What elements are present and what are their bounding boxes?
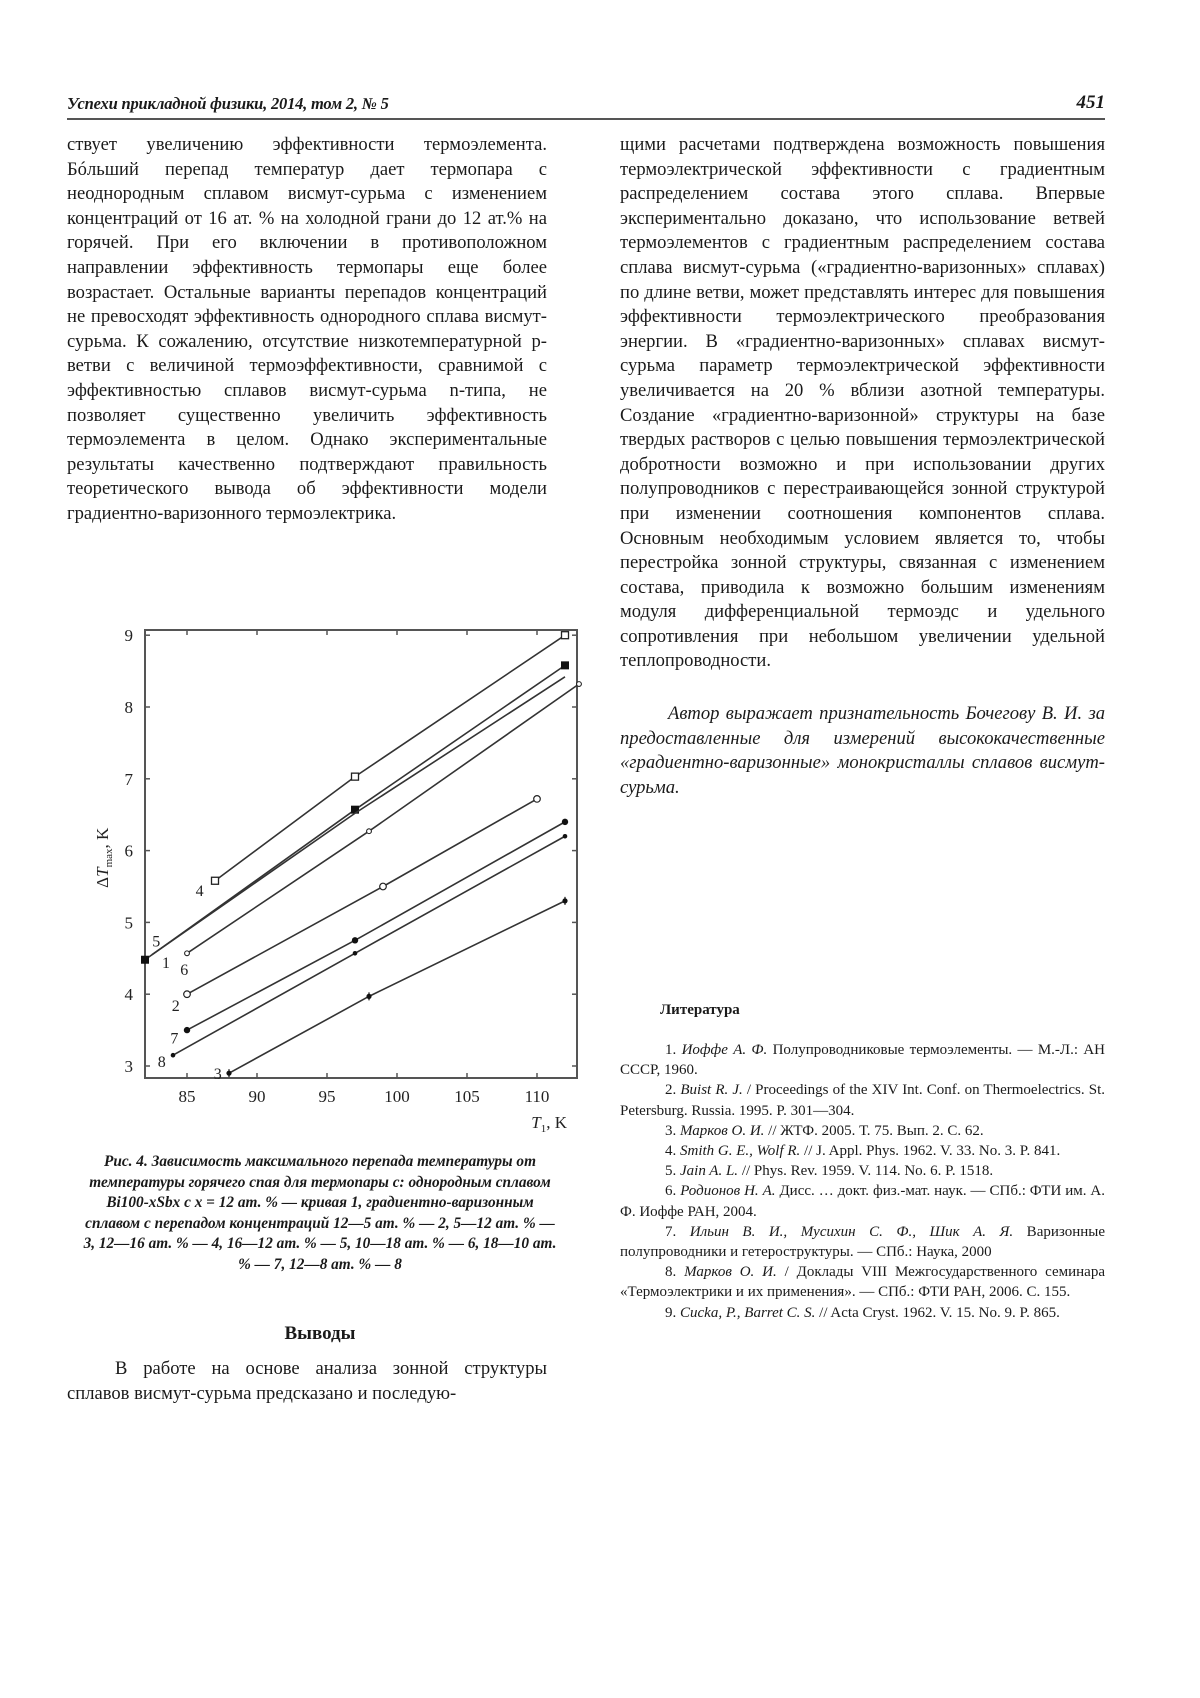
reference-item	[620, 1080, 1105, 1120]
conclusions-text	[67, 1357, 547, 1406]
curve-5	[152, 677, 565, 955]
reference-item	[620, 1121, 1105, 1141]
reference-item	[620, 1303, 1105, 1323]
acknowledgement: Автор выражает признательность Бочегову В. И. за предоставленные для измерений высококачественные «градиентно-варизонные» монокристаллы сплавов висмут-сурьма.	[620, 703, 1105, 798]
reference-item	[620, 1161, 1105, 1181]
plot-frame	[145, 630, 577, 1078]
reference-item	[620, 1040, 1105, 1080]
marker-filled-square	[141, 956, 149, 964]
curve-label: 5	[152, 933, 161, 951]
marker-open-circle	[380, 883, 387, 890]
curve-4	[215, 635, 565, 881]
marker-filled-dot	[352, 937, 358, 943]
reference-text: / Доклады VIII Межгосударственного семинара «Термоэлектрики и их применения». — СПб.: ФТИ РАН, 2006. С. 155.	[620, 1264, 1106, 1301]
reference-number: 6.	[665, 1183, 681, 1200]
marker-small-dot	[563, 834, 568, 839]
y-tick-label: 3	[124, 1057, 133, 1076]
reference-authors: Марков О. И.	[684, 1264, 777, 1281]
reference-authors: Марков О. И.	[680, 1122, 765, 1139]
marker-small-dot	[171, 1053, 176, 1058]
journal-title: Успехи прикладной физики, 2014, том 2, № 5	[67, 94, 389, 113]
marker-filled-dot	[184, 1027, 190, 1033]
reference-authors: Ильин В. И., Мусихин С. Ф., Шик А. Я.	[689, 1223, 1014, 1240]
references-title: Литература	[660, 1002, 740, 1018]
reference-item	[620, 1262, 1105, 1302]
curve-label: 2	[171, 997, 180, 1015]
reference-number: 9.	[665, 1304, 680, 1321]
marker-filled-dot	[562, 819, 568, 825]
reference-authors: Иоффе А. Ф.	[681, 1042, 768, 1058]
y-tick-label: 7	[124, 769, 133, 789]
reference-number: 7.	[665, 1223, 690, 1240]
curve-7	[187, 822, 565, 1030]
section-title-conclusions: Выводы	[284, 1323, 356, 1344]
references-list	[620, 1040, 1105, 1323]
marker-small-open-circle	[577, 682, 582, 687]
page-number: 451	[1076, 92, 1105, 113]
y-tick-label: 8	[124, 698, 133, 717]
marker-filled-square	[561, 661, 569, 669]
figure-4-chart	[80, 620, 600, 1135]
curve-label: 1	[162, 954, 170, 972]
reference-text: Варизонные полупроводники и гетероструктуры. — СПб.: Наука, 2000	[620, 1223, 1106, 1261]
curve-label: 8	[157, 1053, 166, 1071]
reference-number: 5.	[665, 1163, 680, 1180]
marker-open-circle	[184, 991, 191, 998]
reference-text: // J. Appl. Phys. 1962. V. 33. No. 3. P. 841.	[800, 1143, 1061, 1160]
line-chart	[80, 620, 600, 1135]
figure-caption: Рис. 4. Зависимость максимального перепада температуры от температуры горячего спая для термопары с: однородным сплавом Bi100-xSbx с x = 12 ат. % — кривая 1, градиентно-варизонным сплавом с перепадом концентраций 12—5 ат. % — 2, 5—12 ат. % — 3, 12—16 ат. % — 4, 16—12 ат. % — 5, 10—18 ат. % — 6, 18—10 ат. % — 7, 12—8 ат. % — 8	[83, 1153, 557, 1273]
x-tick-label: 90	[248, 1087, 266, 1106]
paragraph-continuation: ствует увеличению эффективности термоэлемента. Бóльший перепад температур дает термопара с неоднородным сплавом висмут-сурьма с изменением концентраций от 16 ат. % на холодной грани до 12 ат.% на горячей. При его включении в противоположном направлении эффективность термопары еще более возрастает. Остальные варианты перепадов концентраций не превосходят эффективность однородного сплава висмут-сурьма. К сожалению, отсутствие низкотемпературной p-ветви с величиной термоэффективности, сравнимой с эффективностью сплавов висмут-сурьма n-типа, не позволяет существенно увеличить эффективность термоэлемента в целом. Однако экспериментальные результаты качественно подтверждают правильность теоретического вывода об эффективности модели градиентно-варизонного термоэлектрика.	[67, 134, 547, 524]
reference-number: 3.	[665, 1122, 680, 1139]
x-tick-label: 100	[384, 1087, 410, 1106]
marker-open-square	[212, 877, 219, 884]
y-tick-label: 9	[124, 626, 133, 646]
marker-open-square	[352, 773, 359, 780]
y-tick-label: 6	[124, 841, 133, 861]
x-tick-label: 105	[454, 1087, 480, 1106]
curve-2	[187, 799, 537, 994]
reference-item	[620, 1222, 1105, 1262]
reference-number: 8.	[665, 1264, 685, 1281]
reference-text: // Acta Cryst. 1962. V. 15. No. 9. P. 865.	[815, 1304, 1060, 1321]
marker-open-circle	[534, 796, 541, 803]
reference-text: // ЖТФ. 2005. Т. 75. Вып. 2. С. 62.	[764, 1122, 984, 1139]
reference-authors: Jain A. L.	[680, 1163, 739, 1180]
y-tick-label: 4	[124, 985, 133, 1005]
reference-text: // Phys. Rev. 1959. V. 114. No. 6. P. 1518.	[738, 1163, 994, 1180]
left-column-text	[67, 133, 547, 527]
running-header	[67, 88, 1105, 120]
marker-small-open-circle	[185, 951, 190, 956]
reference-item	[620, 1141, 1105, 1161]
reference-number: 4.	[665, 1143, 680, 1160]
y-axis-label: $\Delta T_{max}$, K	[93, 827, 115, 888]
reference-authors: Cucka, P., Barret C. S.	[680, 1304, 816, 1321]
reference-authors: Родионов Н. А.	[680, 1183, 776, 1200]
reference-authors: Buist R. J.	[680, 1082, 743, 1099]
reference-authors: Smith G. E., Wolf R.	[680, 1143, 801, 1160]
curve-label: 4	[195, 883, 204, 901]
reference-item	[620, 1181, 1105, 1221]
x-tick-label: 110	[524, 1087, 550, 1106]
reference-text: / Proceedings of the XIV Int. Conf. on Thermoelectrics. St. Petersburg. Russia. 1995. P. 301—304.	[620, 1082, 1106, 1119]
curve-label: 7	[170, 1030, 179, 1048]
marker-small-dot	[353, 951, 358, 956]
marker-open-square	[562, 632, 569, 639]
x-tick-label: 85	[178, 1087, 196, 1106]
x-tick-label: 95	[318, 1087, 336, 1106]
reference-number: 2.	[665, 1082, 681, 1099]
reference-number: 1.	[665, 1042, 682, 1058]
curve-3	[229, 901, 565, 1073]
curve-label: 3	[213, 1066, 222, 1084]
curve-6	[187, 684, 579, 953]
reference-text: Дисс. … докт. физ.-мат. наук. — СПб.: ФТИ им. А. Ф. Иоффе РАН, 2004.	[620, 1183, 1105, 1220]
x-axis-label: $T_1$, K	[531, 1113, 567, 1135]
curve-label: 6	[180, 962, 189, 980]
reference-text: Полупроводниковые термоэлементы. — М.-Л.: АН СССР, 1960.	[620, 1042, 1105, 1079]
y-tick-label: 5	[124, 913, 133, 933]
conclusions-paragraph: В работе на основе анализа зонной структуры сплавов висмут-сурьма предсказано и последую-	[67, 1358, 547, 1404]
right-column-text	[620, 133, 1105, 800]
paragraph-conclusions-continued: щими расчетами подтверждена возможность повышения термоэлектрической эффективности с градиентным распределением состава этого сплава. Впервые экспериментально доказано, что использование ветвей термоэлементов с градиентным распределением состава сплава висмут-сурьма («градиентно-варизонных» сплавах) по длине ветви, может представлять интерес для повышения эффективности термоэлектрического преобразования энергии. В «градиентно-варизонных» сплавах висмут-сурьма параметр термоэлектрической эффективности увеличивается на 20 % вблизи азотной температуры. Создание «градиентно-варизонной» структуры на базе твердых растворов с целью повышения термоэлектрической добротности возможно и при использовании других полупроводников с перестраивающейся зонной структурой при изменении соотношения компонентов сплава. Основным необходимым условием является то, чтобы перестройка зонной структуры, связанная с изменением состава, приводила к возможно большим изменениям модуля дифференциальной термоэдс и удельного сопротивления при небольшом увеличении удельной теплопроводности.	[620, 134, 1105, 672]
marker-small-open-circle	[367, 829, 372, 834]
